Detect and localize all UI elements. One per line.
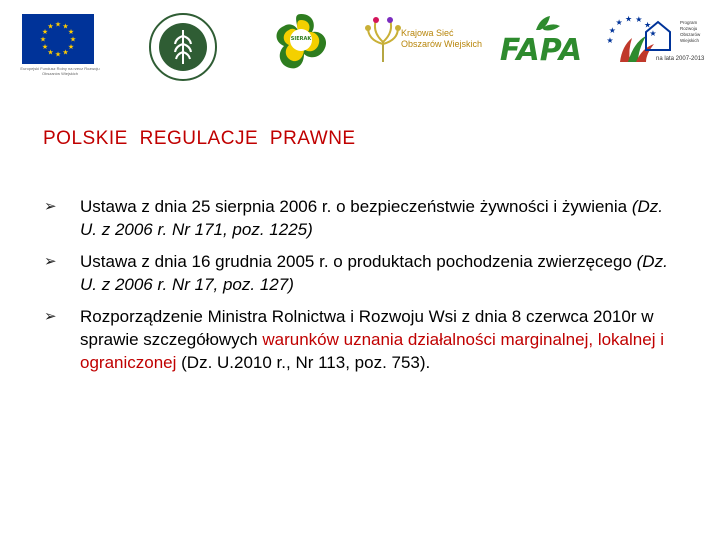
- regulation-item: [44, 195, 684, 241]
- prow-star-icon: ★: [606, 36, 614, 45]
- prow-star-icon: ★: [649, 29, 657, 39]
- badge-text: SIERAK: [290, 36, 312, 42]
- ksow-logo: [364, 14, 402, 64]
- eu-star-icon: ★: [47, 22, 54, 31]
- logo-strip: [0, 0, 720, 90]
- eu-star-icon: ★: [39, 35, 47, 44]
- citation-text: (Dz. U. z 2006 r. Nr 171, poz. 1225): [80, 197, 664, 239]
- prow-star-icon: ★: [635, 15, 643, 25]
- regulation-text: Ustawa z dnia 25 sierpnia 2006 r. o bezpieczeństwie żywności i żywienia: [80, 197, 632, 216]
- eu-star-icon: ★: [62, 48, 69, 57]
- eu-caption: Europejski Fundusz Rolny na rzecz Rozwoju Obszarów Wiejskich: [20, 66, 100, 76]
- fapa-logo: [490, 14, 592, 62]
- regulation-text: Ustawa z dnia 16 grudnia 2005 r. o produktach pochodzenia zwierzęcego: [80, 252, 637, 271]
- eu-star-icon: ★: [47, 48, 54, 57]
- arrow-bullet-icon: ➢: [44, 307, 57, 325]
- arrow-bullet-icon: ➢: [44, 252, 57, 270]
- eu-star-icon: ★: [67, 43, 75, 51]
- highlighted-text: warunków uznania działalności marginalnej, lokalnej i ograniczonej: [80, 330, 664, 372]
- ministry-emblem-logo: [148, 12, 218, 82]
- eu-star-icon: ★: [62, 22, 69, 31]
- regulation-item: [44, 305, 684, 374]
- eu-star-icon: ★: [54, 20, 62, 29]
- eu-star-icon: ★: [69, 35, 77, 44]
- ksow-text: Krajowa Sieć Obszarów Wiejskich: [401, 28, 483, 49]
- regulation-item: [44, 250, 684, 296]
- regulation-list: [44, 195, 684, 383]
- prow-star-icon: ★: [608, 26, 616, 36]
- regulation-text: (Dz. U.2010 r., Nr 113, poz. 753).: [176, 353, 431, 372]
- slide-title: POLSKIE REGULACJE PRAWNE: [43, 128, 356, 149]
- citation-text: (Dz. U. z 2006 r. Nr 17, poz. 127): [80, 252, 668, 294]
- eu-star-icon: ★: [41, 28, 49, 36]
- trefoil-badge-logo: [270, 10, 332, 72]
- eu-flag-logo: [22, 14, 94, 64]
- prow-star-icon: ★: [643, 20, 652, 30]
- eu-star-icon: ★: [54, 50, 62, 59]
- eu-star-icon: ★: [67, 28, 75, 36]
- program-text: Program Rozwoju Obszarów Wiejskich: [680, 20, 701, 43]
- program-years: na lata 2007-2013: [656, 56, 705, 62]
- fapa-text: FAPA: [499, 33, 583, 62]
- regulation-text: Rozporządzenie Ministra Rolnictwa i Rozwoju Wsi z dnia 8 czerwca 2010r w sprawie szczegółowych: [80, 307, 654, 349]
- arrow-bullet-icon: ➢: [44, 197, 57, 215]
- prow-star-icon: ★: [624, 14, 633, 24]
- eu-star-icon: ★: [41, 43, 49, 51]
- prow-star-icon: ★: [615, 18, 623, 28]
